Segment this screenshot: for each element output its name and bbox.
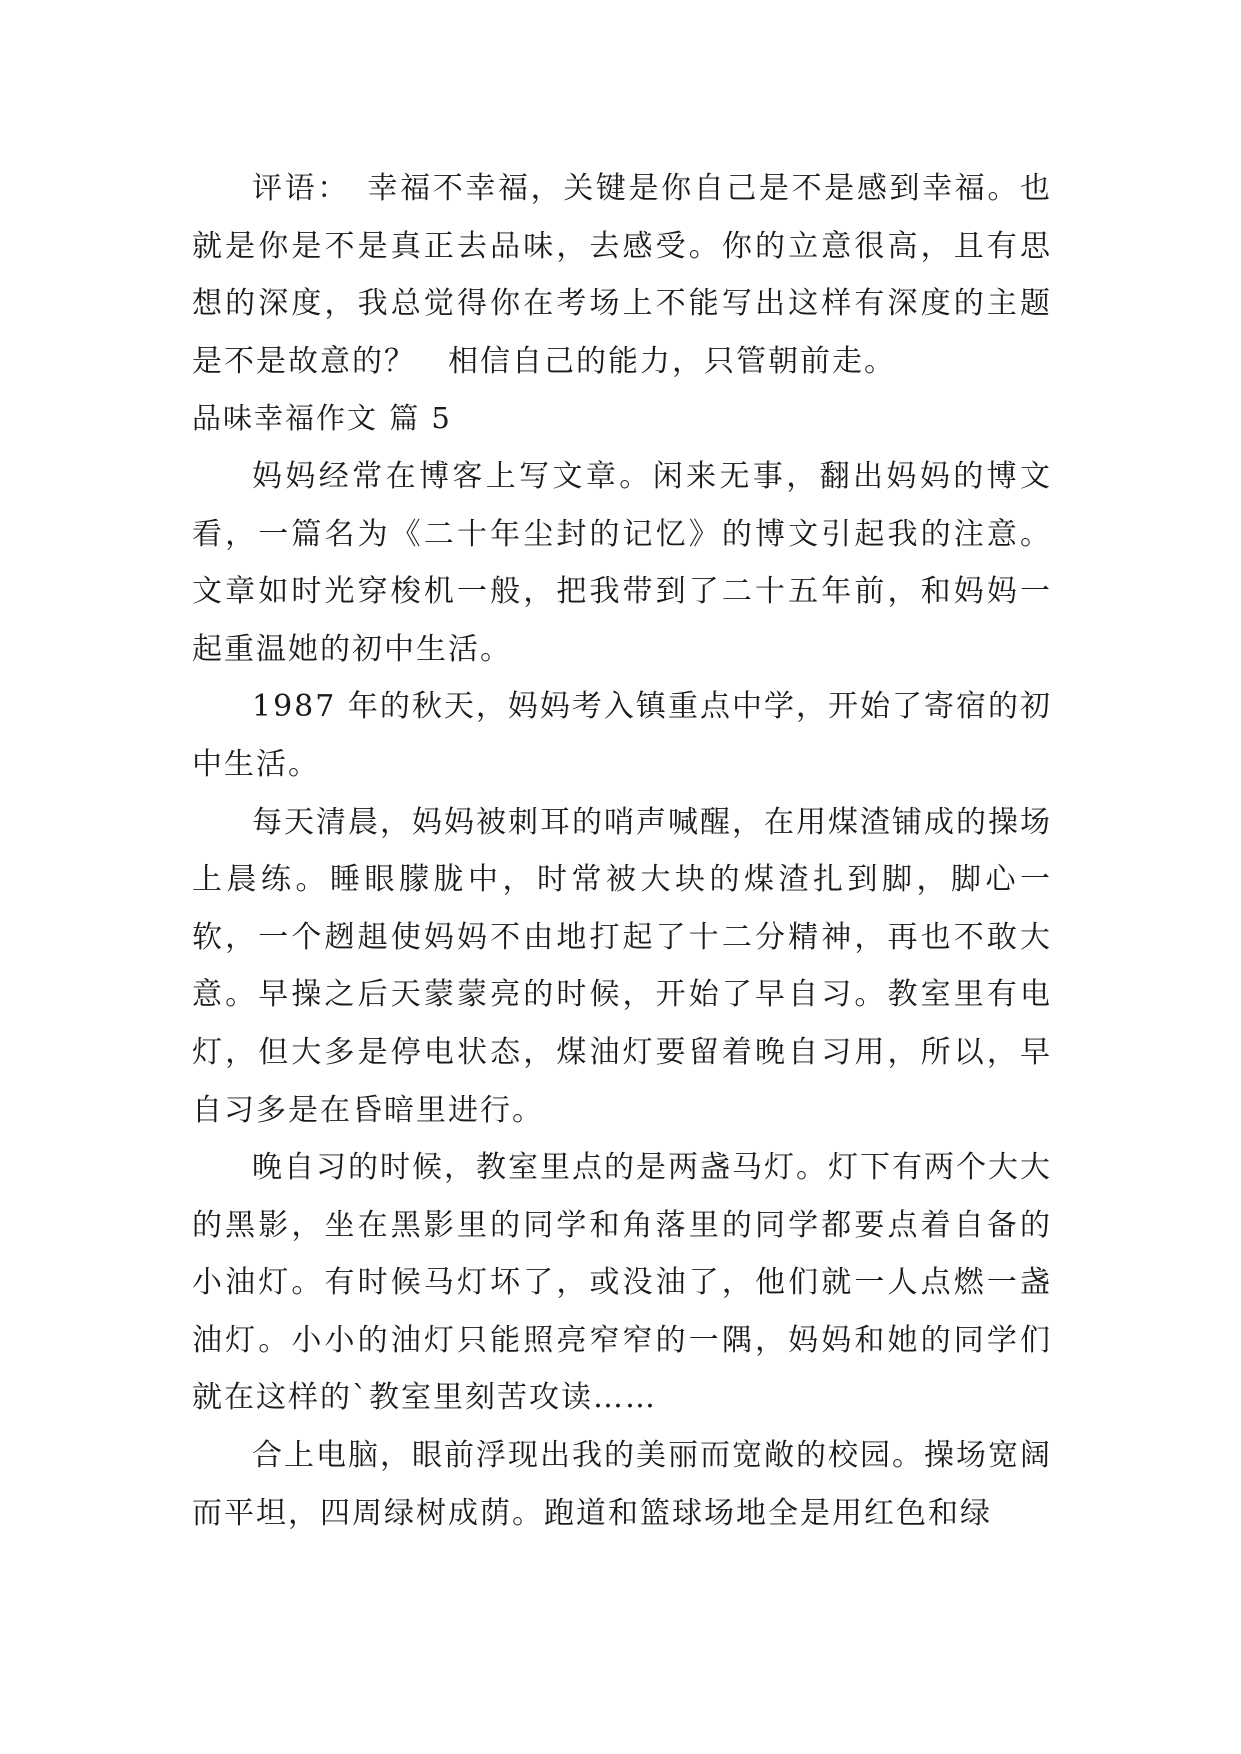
section-heading: 品味幸福作文 篇 5 [192, 401, 452, 436]
body-paragraph: 每天清晨，妈妈被刺耳的哨声喊醒，在用煤渣铺成的操场上晨练。睡眼朦胧中，时常被大块的煤渣扎到脚，脚心一软，一个趔趄使妈妈不由地打起了十二分精神，再也不敢大意。早操之后天蒙蒙亮的时候，开始了早自习。教室里有电灯，但大多是停电状态，煤油灯要留着晚自习用，所以，早自习多是在昏暗里进行。 [192, 804, 1052, 1128]
body-paragraph: 晚自习的时候，教室里点的是两盏马灯。灯下有两个大大的黑影，坐在黑影里的同学和角落里的同学都要点着自备的小油灯。有时候马灯坏了，或没油了，他们就一人点燃一盏油灯。小小的油灯只能照亮窄窄的一隅，妈妈和她的同学们就在这样的`教室里刻苦攻读…… [192, 1150, 1052, 1416]
document-body [192, 160, 1052, 1542]
body-paragraph: 妈妈经常在博客上写文章。闲来无事，翻出妈妈的博文看，一篇名为《二十年尘封的记忆》的博文引起我的注意。文章如时光穿梭机一般，把我带到了二十五年前，和妈妈一起重温她的初中生活。 [192, 458, 1052, 667]
comment-paragraph: 评语： 幸福不幸福，关键是你自己是不是感到幸福。也就是你是不是真正去品味，去感受。你的立意很高，且有思想的深度，我总觉得你在考场上不能写出这样有深度的主题是不是故意的？ 相信自己的能力，只管朝前走。 [192, 171, 1052, 379]
body-paragraph: 1987 年的秋天，妈妈考入镇重点中学，开始了寄宿的初中生活。 [192, 689, 1052, 782]
body-paragraph: 合上电脑，眼前浮现出我的美丽而宽敞的校园。操场宽阔而平坦，四周绿树成荫。跑道和篮球场地全是用红色和绿 [192, 1438, 1052, 1531]
